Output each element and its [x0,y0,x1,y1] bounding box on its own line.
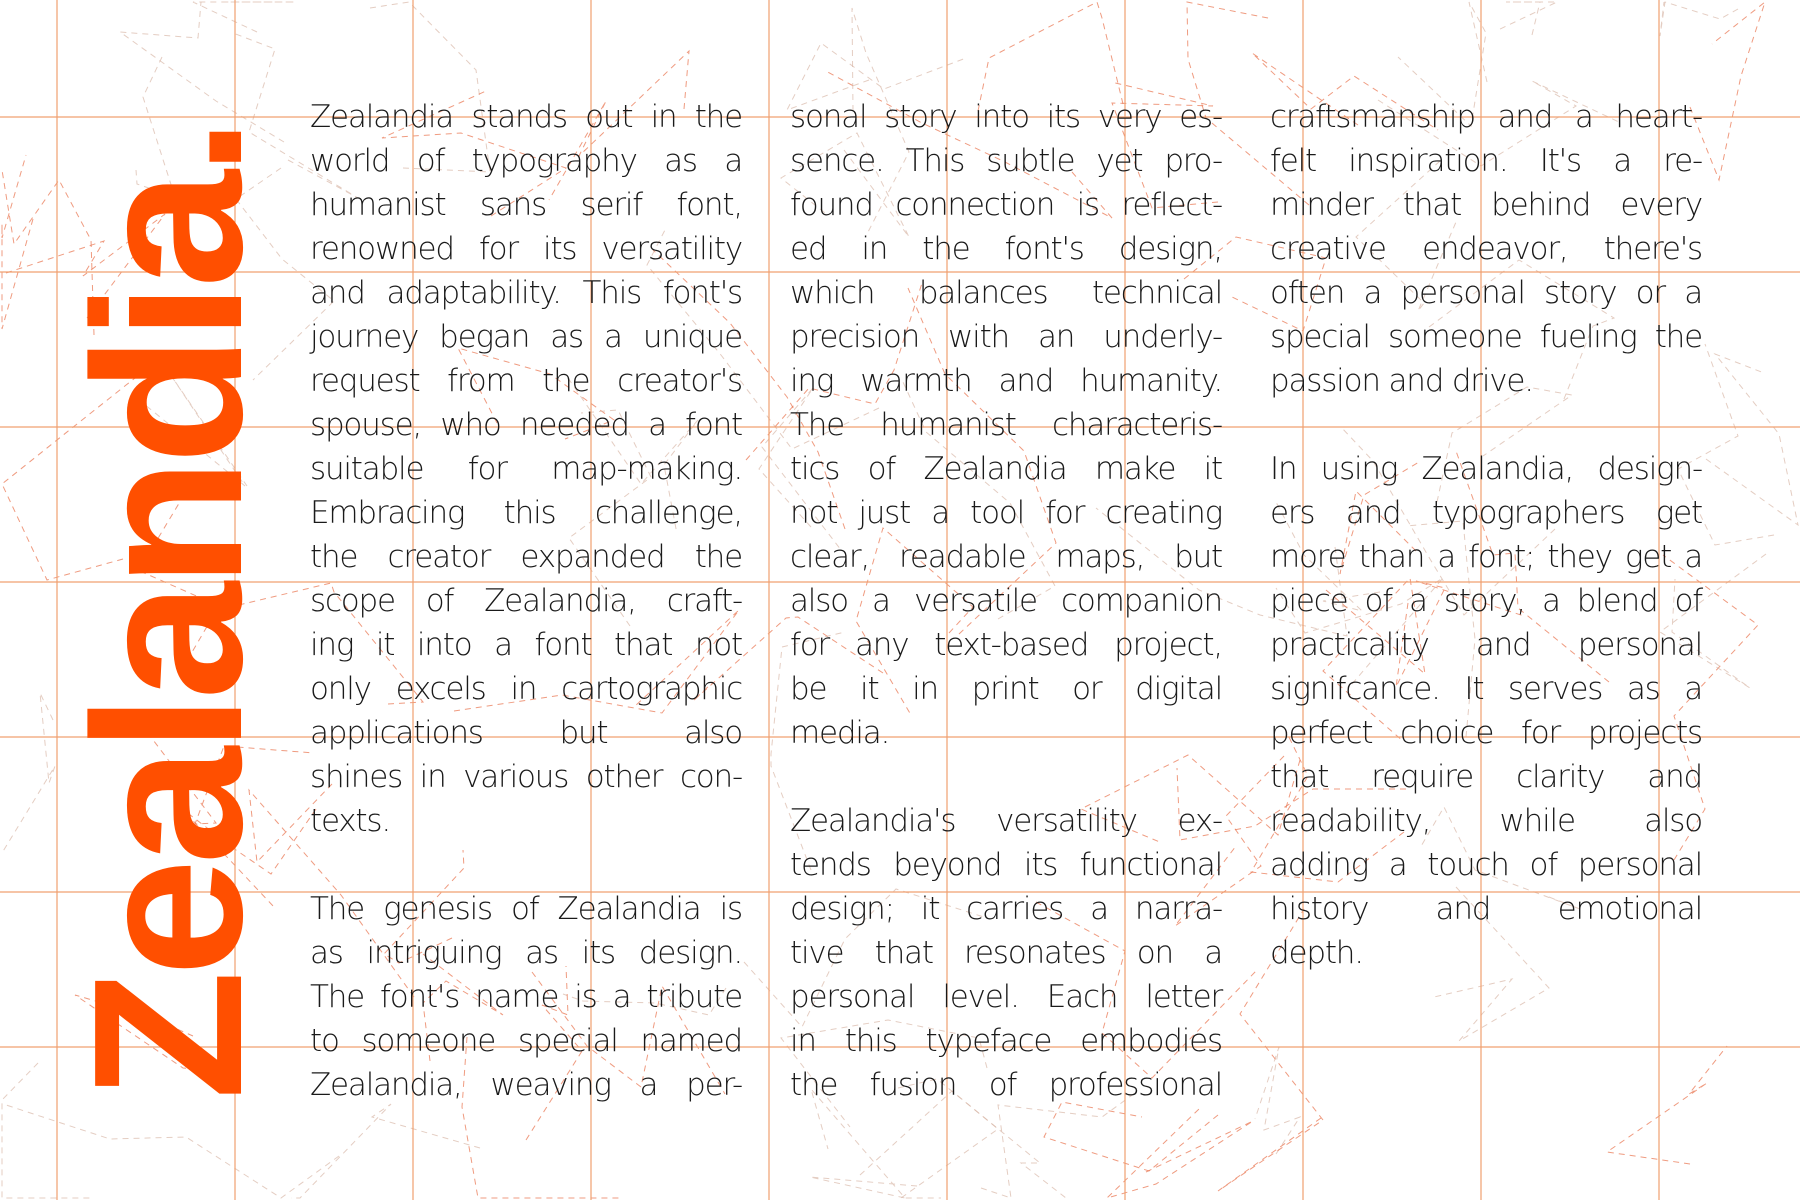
text-line: journey began as a unique [310,319,742,355]
text-column-3 [1270,95,1702,975]
text-line: Zealandia stands out in the [310,99,742,135]
text-line: suitable for map-making. [310,451,742,487]
text-line: humanist sans serif font, [310,187,742,223]
text-line: applications but also [310,715,742,751]
text-line: spouse, who needed a font [310,407,742,443]
text-line: world of typography as a [310,143,742,179]
text-line: shines in various other con- [310,759,742,795]
text-line: Zealandia's versatility ex- [790,803,1222,839]
text-line: design; it carries a narra- [790,891,1222,927]
text-line: texts. [310,803,390,839]
text-line: precision with an underly- [790,319,1222,355]
text-line: tive that resonates on a [790,935,1222,971]
title: Zealandia. [49,123,286,1100]
text-line: ed in the font's design, [790,231,1222,267]
text-line: scope of Zealandia, craft- [310,583,742,619]
text-line: for any text-based project, [790,627,1222,663]
text-line: The font's name is a tribute [310,979,742,1015]
text-line: to someone special named [310,1023,742,1059]
text-line: perfect choice for projects [1270,715,1702,751]
text-line: the fusion of professional [790,1067,1222,1103]
text-line: as intriguing as its design. [310,935,742,971]
text-line: that require clarity and [1270,759,1702,795]
text-line: and adaptability. This font's [310,275,742,311]
text-line: ing warmth and humanity. [790,363,1222,399]
text-line: signifcance. It serves as a [1270,671,1702,707]
text-line: found connection is reflect- [790,187,1222,223]
text-line: piece of a story, a blend of [1270,583,1702,619]
text-column-1 [310,95,742,1107]
text-line: more than a font; they get a [1270,539,1702,575]
text-line: media. [790,715,890,751]
text-line: creative endeavor, there's [1270,231,1702,267]
text-line: which balances technical [790,275,1222,311]
text-line: request from the creator's [310,363,742,399]
text-column-2 [790,95,1222,1107]
text-line: The genesis of Zealandia is [310,891,742,927]
text-line: adding a touch of personal [1270,847,1702,883]
text-line: often a personal story or a [1270,275,1702,311]
text-line: sence. This subtle yet pro- [790,143,1222,179]
text-line: personal level. Each letter [790,979,1222,1015]
text-line: also a versatile companion [790,583,1222,619]
paragraph-gap [1270,403,1702,447]
text-line: in this typeface embodies [790,1023,1222,1059]
text-line: In using Zealandia, design- [1270,451,1702,487]
paragraph-gap [790,755,1222,799]
text-line: the creator expanded the [310,539,742,575]
text-line: tends beyond its functional [790,847,1222,883]
paragraph-gap [310,843,742,887]
text-line: history and emotional [1270,891,1702,927]
text-line: only excels in cartographic [310,671,742,707]
text-line: depth. [1270,935,1363,971]
text-line: practicality and personal [1270,627,1702,663]
text-line: renowned for its versatility [310,231,742,267]
text-line: Embracing this challenge, [310,495,742,531]
text-line: The humanist characteris- [790,407,1222,443]
text-line: Zealandia, weaving a per- [310,1067,742,1103]
text-line: be it in print or digital [790,671,1222,707]
text-line: readability, while also [1270,803,1702,839]
text-line: sonal story into its very es- [790,99,1222,135]
text-line: minder that behind every [1270,187,1702,223]
text-line: craftsmanship and a heart- [1270,99,1702,135]
text-line: felt inspiration. It's a re- [1270,143,1702,179]
text-line: special someone fueling the [1270,319,1702,355]
text-line: ers and typographers get [1270,495,1702,531]
text-line: tics of Zealandia make it [790,451,1222,487]
text-line: clear, readable maps, but [790,539,1222,575]
text-line: not just a tool for creating [790,495,1222,531]
text-line: passion and drive. [1270,363,1533,399]
text-line: ing it into a font that not [310,627,742,663]
